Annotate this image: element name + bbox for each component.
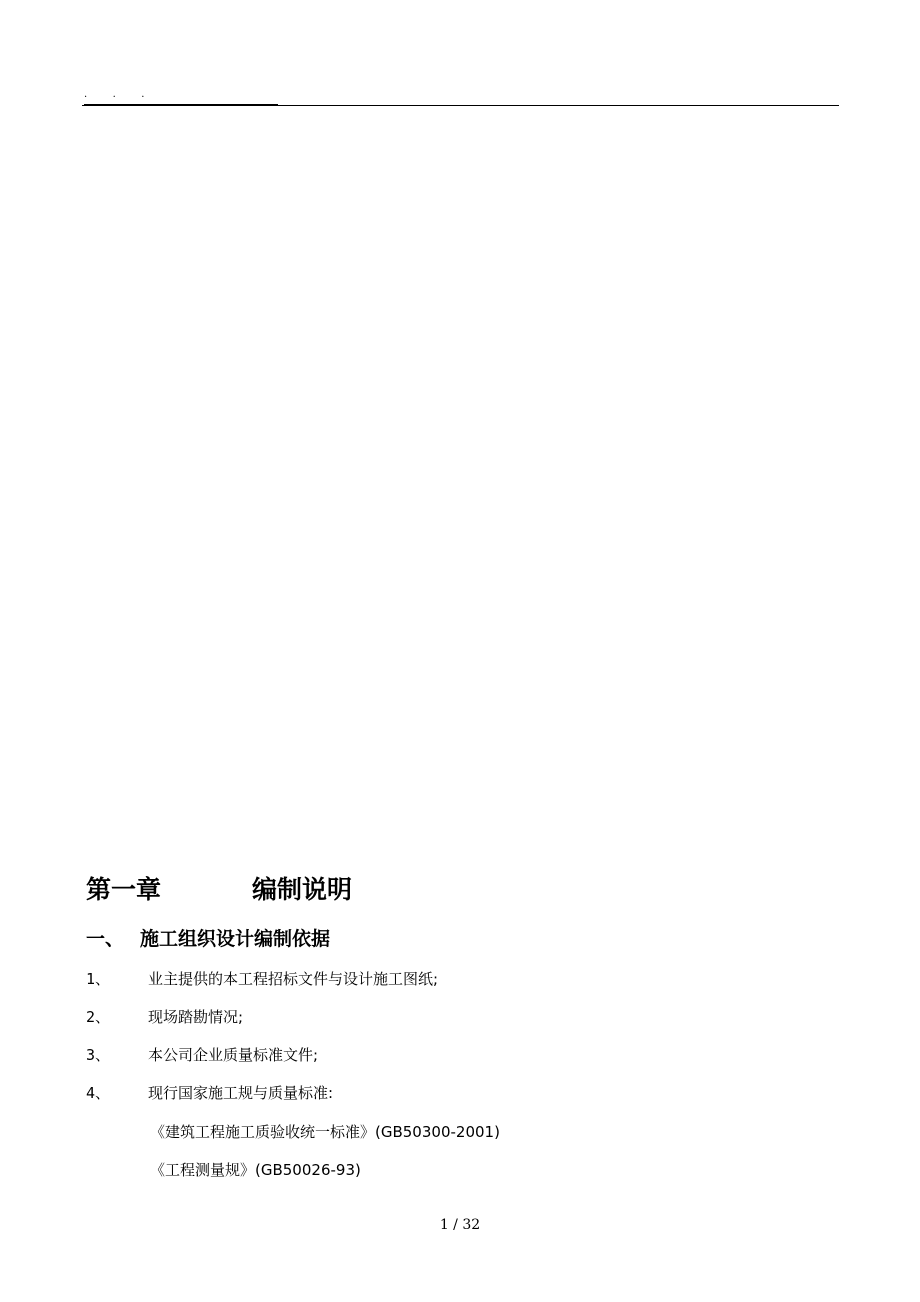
standard-reference: 《建筑工程施工质验收统一标准》(GB50300-2001) [150,1123,500,1141]
section-heading [86,925,330,953]
chapter-number: 第一章 [86,875,162,904]
list-item-number: 2、 [86,1008,111,1026]
list-item-text: 现行国家施工规与质量标准: [148,1084,334,1102]
list-item-text: 现场踏勘情况; [148,1008,244,1026]
chapter-heading [86,873,352,907]
page-number: 1 / 32 [439,1217,481,1233]
list-item-text: 业主提供的本工程招标文件与设计施工图纸; [148,970,439,988]
list-item-number: 3、 [86,1046,111,1064]
chapter-title: 编制说明 [252,875,353,904]
list-item-text: 本公司企业质量标准文件; [148,1046,319,1064]
section-title: 施工组织设计编制依据 [140,928,331,950]
section-number: 一、 [86,928,125,950]
list-item [86,1006,243,1028]
header-rule [82,105,839,106]
list-item [86,1082,333,1104]
list-item [86,968,438,990]
standard-reference: 《工程测量规》(GB50026-93) [150,1161,361,1179]
header-dots: . . . [84,90,278,105]
list-item [86,1044,318,1066]
list-item-number: 4、 [86,1084,111,1102]
list-item-number: 1、 [86,970,111,988]
